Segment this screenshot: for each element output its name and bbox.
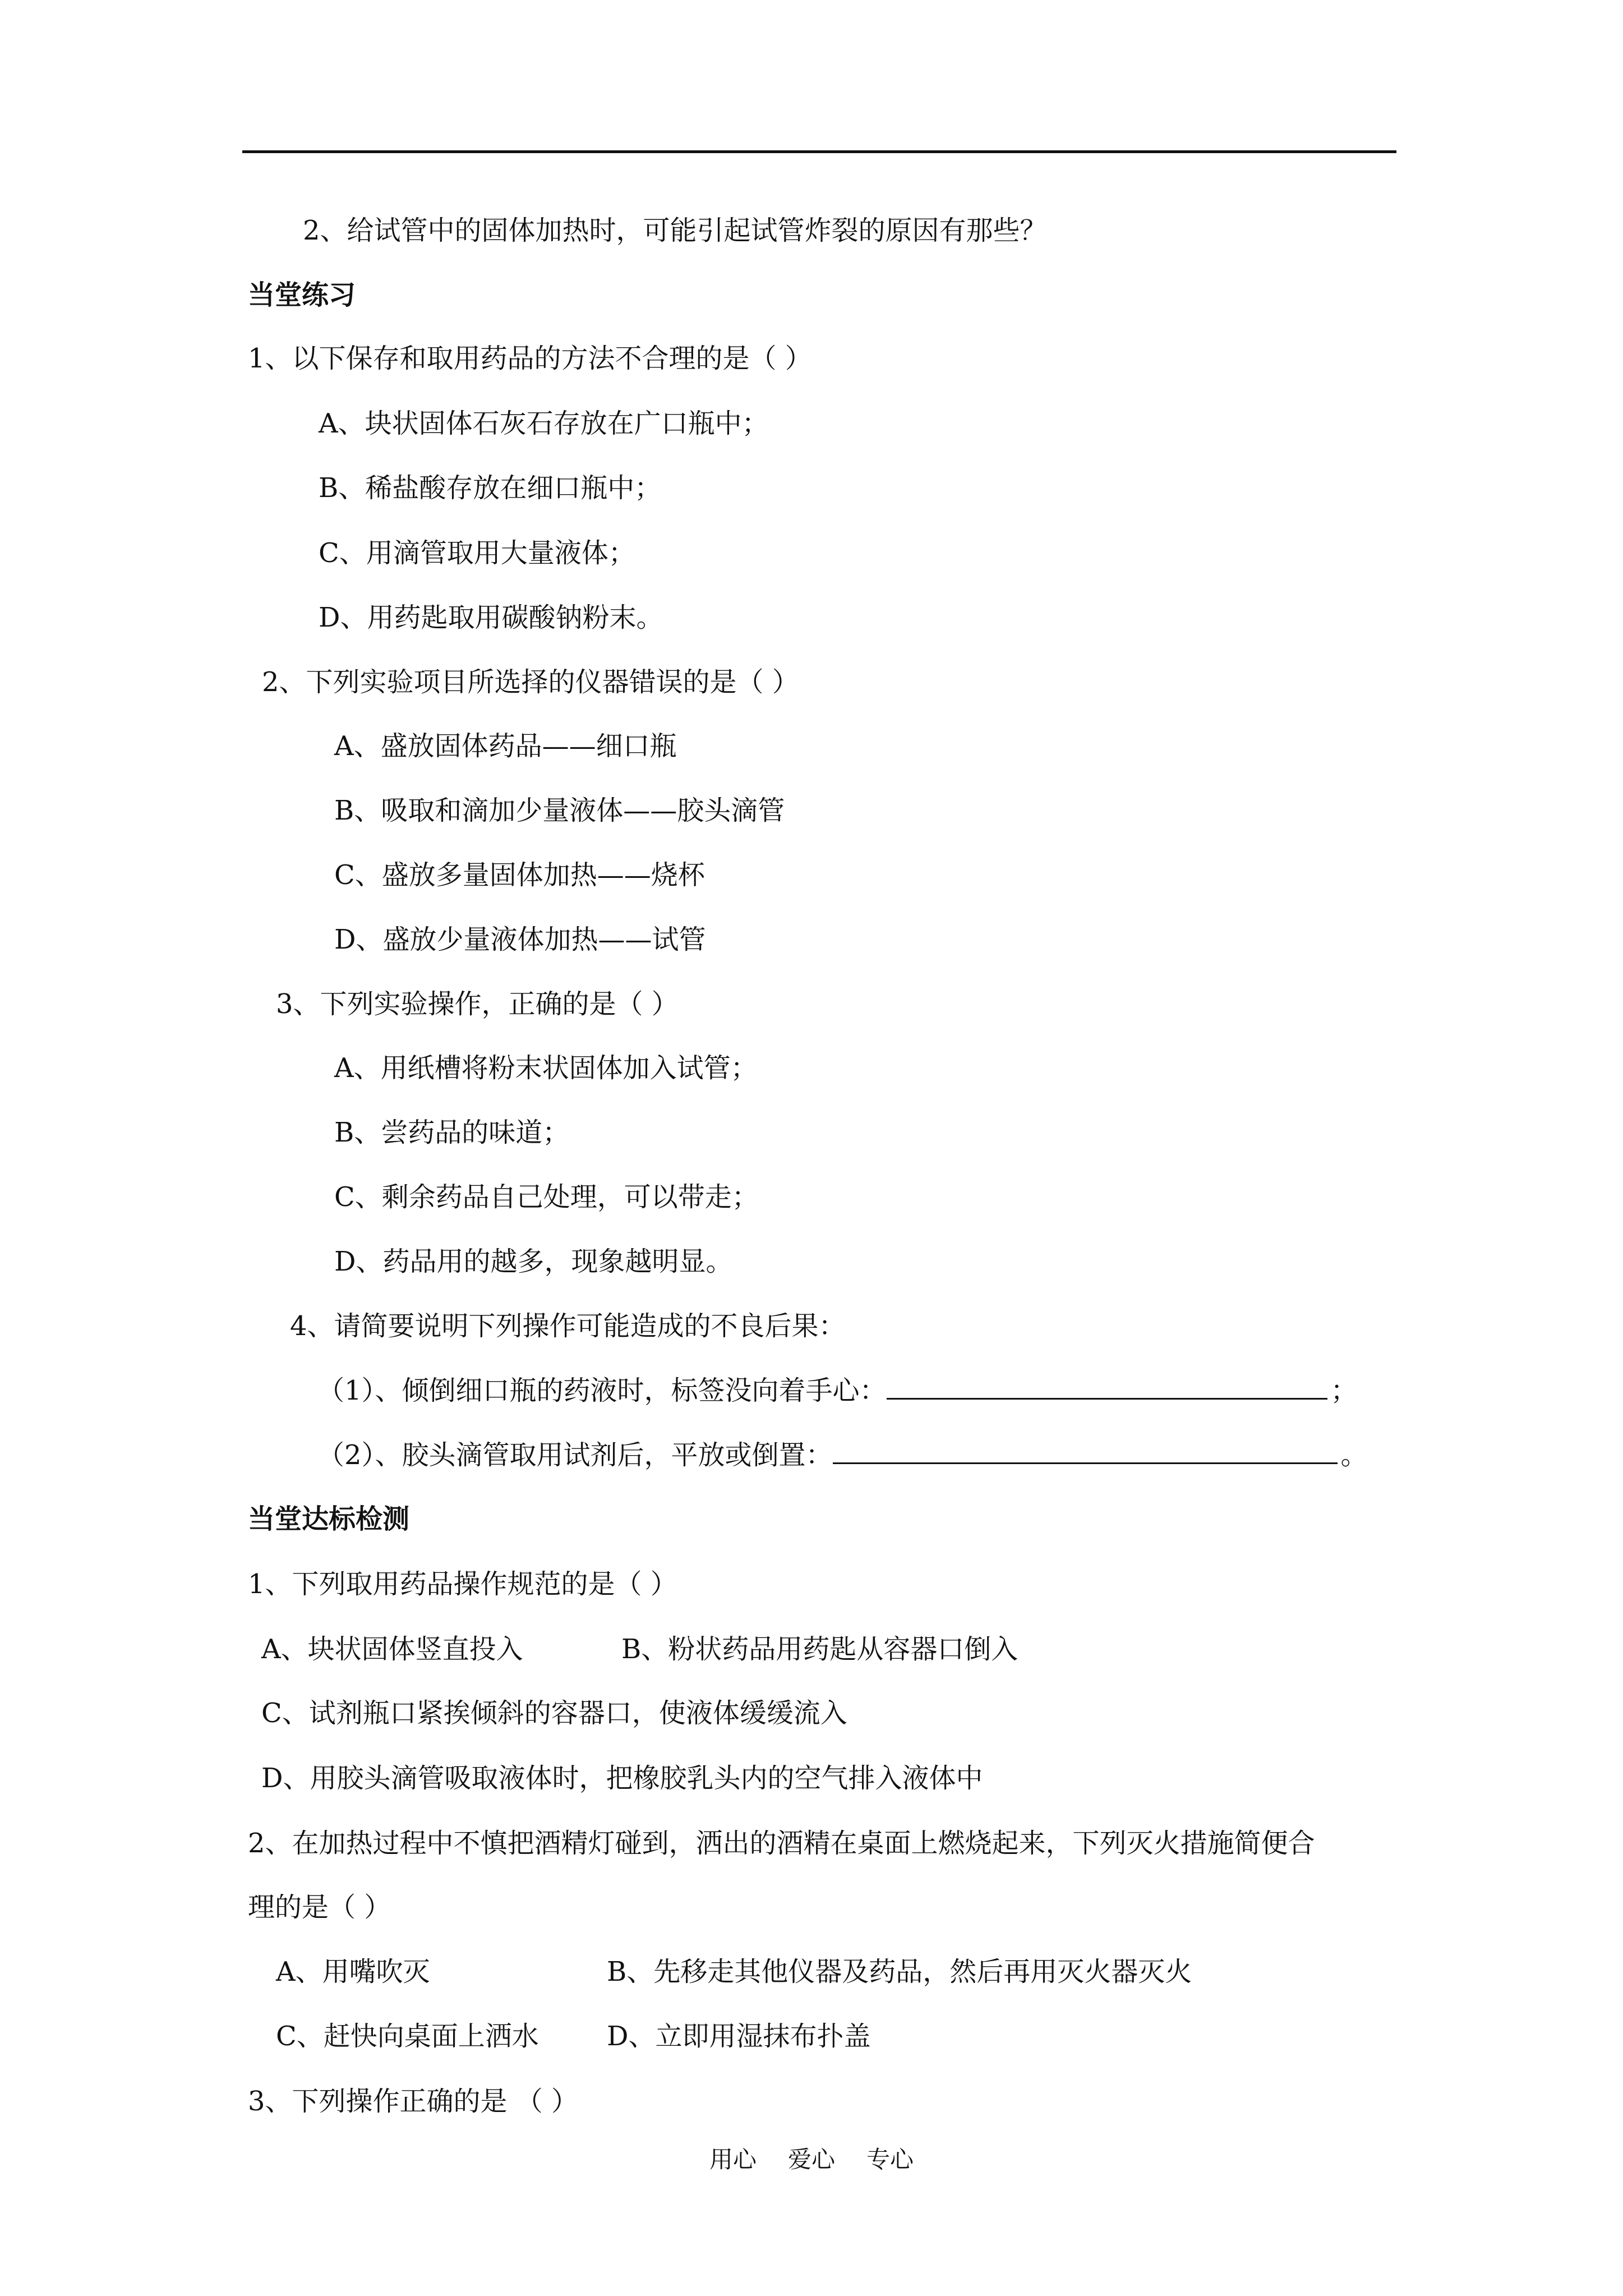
test-q1-option-b: B、粉状药品用药匙从容器口倒入 bbox=[621, 1634, 1018, 1665]
section-title-test: 当堂达标检测 bbox=[248, 1503, 410, 1535]
test-q1-option-c: C、试剂瓶口紧挨倾斜的容器口，使液体缓缓流入 bbox=[261, 1697, 847, 1729]
test-q2-option-b: B、先移走其他仪器及药品，然后再用灭火器灭火 bbox=[607, 1956, 1192, 1987]
practice-q3-option-b: B、尝药品的味道； bbox=[334, 1117, 570, 1148]
footer-text-1: 用心 bbox=[709, 2146, 757, 2173]
test-q2-option-c: C、赶快向桌面上洒水 bbox=[276, 2021, 539, 2052]
practice-q2-stem: 2、下列实验项目所选择的仪器错误的是（ ） bbox=[262, 666, 799, 698]
practice-q4-item2-text: （2）、胶头滴管取用试剂后，平放或倒置： bbox=[317, 1439, 833, 1471]
practice-q4-item1-text: （1）、倾倒细口瓶的药液时，标签没向着手心： bbox=[317, 1375, 887, 1406]
page-footer bbox=[0, 2144, 1623, 2175]
practice-q1-option-c: C、用滴管取用大量液体； bbox=[319, 537, 635, 569]
test-q3-stem: 3、下列操作正确的是 （ ） bbox=[248, 2086, 579, 2117]
practice-q4-item1 bbox=[317, 1373, 1358, 1407]
test-q2-option-a: A、用嘴吹灭 bbox=[276, 1956, 430, 1987]
practice-q3-option-d: D、药品用的越多，现象越明显。 bbox=[334, 1246, 733, 1277]
practice-q3-option-a: A、用纸槽将粉末状固体加入试管； bbox=[334, 1052, 758, 1084]
test-q1-option-d: D、用胶头滴管吸取液体时，把橡胶乳头内的空气排入液体中 bbox=[261, 1763, 983, 1794]
practice-q1-option-d: D、用药匙取用碳酸钠粉末。 bbox=[319, 602, 663, 633]
answer-blank-1[interactable] bbox=[887, 1373, 1327, 1400]
test-q2-option-d: D、立即用湿抹布扑盖 bbox=[607, 2021, 871, 2052]
practice-q2-option-a: A、盛放固体药品——细口瓶 bbox=[334, 730, 677, 762]
practice-q1-option-a: A、块状固体石灰石存放在广口瓶中； bbox=[319, 408, 769, 439]
practice-q2-option-c: C、盛放多量固体加热——烧杯 bbox=[334, 859, 705, 891]
header-rule bbox=[242, 150, 1396, 153]
test-q2-stem-line1: 2、在加热过程中不慎把酒精灯碰到，洒出的酒精在桌面上燃烧起来，下列灭火措施简便合 bbox=[248, 1828, 1315, 1859]
practice-q3-option-c: C、剩余药品自己处理，可以带走； bbox=[334, 1181, 759, 1213]
footer-text-2: 爱心 bbox=[787, 2146, 835, 2173]
answer-blank-2[interactable] bbox=[833, 1438, 1338, 1464]
section-title-practice: 当堂练习 bbox=[248, 279, 356, 311]
practice-q2-option-d: D、盛放少量液体加热——试管 bbox=[334, 924, 706, 955]
practice-q4-item2-end: 。 bbox=[1340, 1439, 1368, 1471]
practice-q3-stem: 3、下列实验操作，正确的是（ ） bbox=[276, 988, 679, 1020]
test-q2-stem-line2: 理的是（ ） bbox=[248, 1892, 391, 1923]
practice-q4-stem: 4、请简要说明下列操作可能造成的不良后果： bbox=[290, 1310, 846, 1342]
practice-q4-item1-end: ； bbox=[1330, 1375, 1358, 1406]
practice-q4-item2 bbox=[317, 1438, 1368, 1472]
practice-q2-option-b: B、吸取和滴加少量液体——胶头滴管 bbox=[334, 795, 785, 826]
practice-q1-stem: 1、以下保存和取用药品的方法不合理的是（ ） bbox=[248, 343, 812, 374]
test-q1-stem: 1、下列取用药品操作规范的是（ ） bbox=[248, 1568, 677, 1600]
top-question: 2、给试管中的固体加热时，可能引起试管炸裂的原因有那些？ bbox=[303, 215, 1047, 246]
footer-text-3: 专心 bbox=[866, 2146, 914, 2173]
practice-q1-option-b: B、稀盐酸存放在细口瓶中； bbox=[319, 472, 662, 504]
test-q1-option-a: A、块状固体竖直投入 bbox=[261, 1634, 523, 1665]
